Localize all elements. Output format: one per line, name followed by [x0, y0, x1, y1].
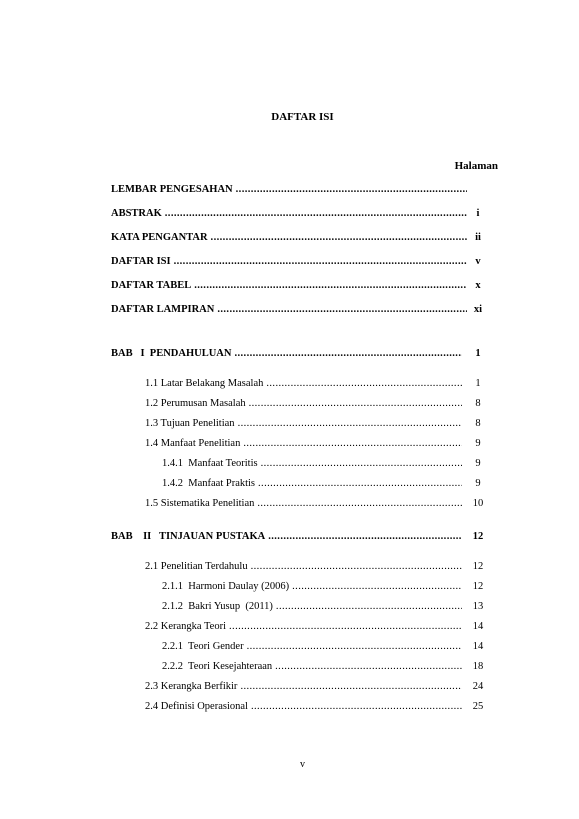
toc-chapter-page: 1 [475, 348, 481, 359]
toc-entry-page: 10 [472, 498, 484, 509]
leader-dots [268, 530, 462, 543]
toc-entry-2-4 [145, 699, 462, 713]
toc-entry-page: 18 [472, 661, 484, 672]
toc-entry-page: v [475, 256, 481, 267]
toc-entry-2-2-2 [162, 659, 462, 673]
toc-entry-label: 2.3 Kerangka Berfikir [145, 681, 238, 692]
toc-entry-abstrak [111, 206, 467, 220]
toc-entry-label: 1.3 Tujuan Penelitian [145, 418, 235, 429]
leader-dots [234, 347, 462, 360]
toc-entry-2-2 [145, 619, 462, 633]
toc-entry-1-1 [145, 376, 462, 390]
toc-entry-lembar-pengesahan [111, 182, 467, 196]
toc-entry-label: 2.1.2 Bakri Yusup (2011) [162, 601, 273, 612]
toc-entry-1-4-2 [162, 476, 462, 490]
leader-dots [229, 620, 462, 633]
toc-entry-page: 9 [475, 458, 481, 469]
toc-entry-1-4 [145, 436, 462, 450]
toc-entry-page: 13 [472, 601, 484, 612]
leader-dots [211, 231, 467, 244]
page-number: v [300, 759, 305, 770]
toc-entry-label: 1.5 Sistematika Penelitian [145, 498, 255, 509]
leader-dots [217, 303, 467, 316]
toc-entry-page: xi [473, 304, 483, 315]
toc-entry-page: 9 [475, 478, 481, 489]
toc-entry-page: x [475, 280, 481, 291]
toc-entry-page: 9 [475, 438, 481, 449]
toc-entry-label: 2.2.1 Teori Gender [162, 641, 244, 652]
toc-entry-page: i [476, 208, 480, 219]
toc-chapter-2 [111, 529, 462, 543]
leader-dots [174, 255, 467, 268]
toc-entry-label: 1.4.2 Manfaat Praktis [162, 478, 256, 489]
leader-dots [165, 207, 467, 220]
leader-dots [243, 437, 462, 450]
leader-dots [238, 417, 462, 430]
leader-dots [275, 660, 462, 673]
leader-dots [292, 580, 462, 593]
toc-entry-page: 12 [472, 581, 484, 592]
leader-dots [251, 700, 462, 713]
toc-entry-daftar-tabel [111, 278, 467, 292]
toc-entry-page: 8 [475, 418, 481, 429]
leader-dots [258, 477, 462, 490]
toc-entry-label: 1.4.1 Manfaat Teoritis [162, 458, 258, 469]
leader-dots [249, 397, 462, 410]
toc-entry-page: ii [475, 232, 481, 243]
toc-entry-label: KATA PENGANTAR [111, 232, 208, 243]
toc-entry-kata-pengantar [111, 230, 467, 244]
toc-entry-label: 2.2 Kerangka Teori [145, 621, 227, 632]
toc-entry-page: 12 [472, 561, 484, 572]
toc-entry-2-2-1 [162, 639, 462, 653]
toc-entry-page: 14 [472, 641, 484, 652]
leader-dots [276, 600, 462, 613]
page-column-header: Halaman [454, 160, 498, 172]
toc-entry-daftar-isi [111, 254, 467, 268]
toc-entry-1-3 [145, 416, 462, 430]
toc-entry-page: 8 [475, 398, 481, 409]
toc-entry-label: 1.1 Latar Belakang Masalah [145, 378, 264, 389]
toc-entry-label: ABSTRAK [111, 208, 162, 219]
toc-entry-page: 14 [472, 621, 484, 632]
toc-entry-2-3 [145, 679, 462, 693]
toc-entry-page: 24 [472, 681, 484, 692]
leader-dots [236, 183, 467, 196]
toc-entry-label: 2.4 Definisi Operasional [145, 701, 248, 712]
leader-dots [247, 640, 462, 653]
toc-entry-label: LEMBAR PENGESAHAN [111, 184, 233, 195]
toc-entry-label: 2.1 Penelitian Terdahulu [145, 561, 248, 572]
toc-entry-daftar-lampiran [111, 302, 467, 316]
leader-dots [261, 457, 462, 470]
toc-entry-label: DAFTAR TABEL [111, 280, 192, 291]
toc-entry-label: 1.2 Perumusan Masalah [145, 398, 246, 409]
toc-entry-1-2 [145, 396, 462, 410]
toc-chapter-1 [111, 346, 462, 360]
toc-chapter-label: BAB I PENDAHULUAN [111, 348, 232, 359]
toc-entry-1-5 [145, 496, 462, 510]
leader-dots [257, 497, 462, 510]
toc-entry-page: 1 [475, 378, 481, 389]
leader-dots [194, 279, 467, 292]
toc-entry-label: DAFTAR ISI [111, 256, 171, 267]
toc-entry-1-4-1 [162, 456, 462, 470]
leader-dots [251, 560, 462, 573]
leader-dots [266, 377, 462, 390]
toc-chapter-page: 12 [472, 531, 484, 542]
page-title: DAFTAR ISI [271, 111, 334, 123]
toc-entry-label: 1.4 Manfaat Penelitian [145, 438, 241, 449]
toc-entry-2-1-1 [162, 579, 462, 593]
toc-entry-label: 2.2.2 Teori Kesejahteraan [162, 661, 273, 672]
toc-entry-page: 25 [472, 701, 484, 712]
leader-dots [240, 680, 462, 693]
toc-entry-2-1-2 [162, 599, 462, 613]
toc-entry-label: DAFTAR LAMPIRAN [111, 304, 215, 315]
toc-chapter-label: BAB II TINJAUAN PUSTAKA [111, 531, 266, 542]
toc-entry-2-1 [145, 559, 462, 573]
toc-entry-label: 2.1.1 Harmoni Daulay (2006) [162, 581, 290, 592]
